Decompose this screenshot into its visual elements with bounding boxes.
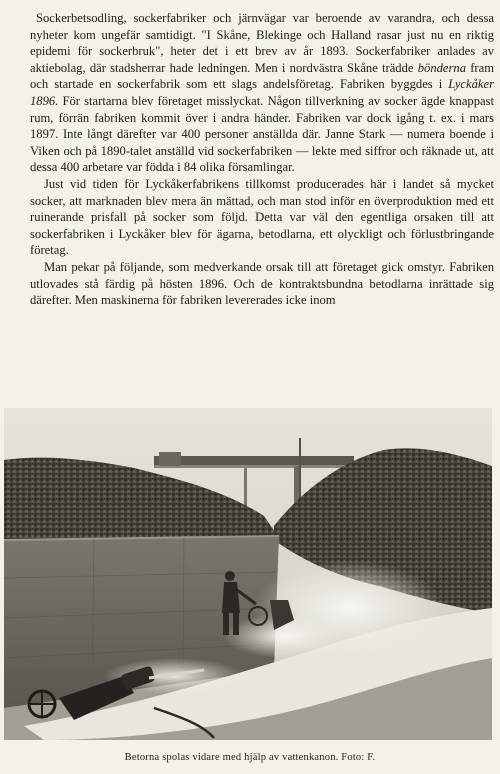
text-segment-italic: Lyckåker 1896.	[30, 77, 494, 108]
text-segment-italic: bönderna	[417, 60, 466, 75]
text-segment: fram och startade en sockerfabrik som ett slags andelsföretag. Fabriken byggdes i	[30, 60, 494, 92]
article-text	[30, 10, 494, 309]
paragraph-1	[30, 10, 494, 176]
photograph-beet-washing	[4, 408, 492, 740]
text-segment: Sockerbetsodling, sockerfabriker och järnvägar var beroende av varandra, och dessa nyheter kom ungefär samtidigt. "I Skåne, Blekinge och Halland rasar just nu en riktig epidemi för sockerbruk", heter det i ett brev av år 1893. Sockerfabriker anlades av aktiebolag, där stadsherrar hade ledningen. Men i nordvästra Skåne trädde	[30, 11, 494, 75]
text-segment: Just vid tiden för Lyckåkerfabrikens tillkomst producerades här i landet så mycket socker, att marknaden blev mera än mättad, och man stod inför en överproduktion med ett ruinerande prisfall på socker som följd. Detta var väl den egentliga orsaken till att sockerfabriken i Lyckåker blev för ägarna, betodlarna, ett olyckligt och förlustbringande företag.	[30, 176, 494, 258]
text-segment: För startarna blev företaget misslyckat. Någon tillverkning av socker ägde knappast rum, förrän fabriken kommit över i andra händer. Fabriken var dock igång t. ex. i mars 1897. Inte långt därefter var 400 personer anställda där. Janne Stark — numera boende i Viken och på 1890-talet anställd vid sockerfabriken — lekte med siffror och räknade ut, att dessa 400 arbetare var födda i 84 olika församlingar.	[30, 93, 494, 175]
text-segment: Man pekar på följande, som medverkande orsak till att företaget gick omstyr. Fabriken utlovades stå färdig på hösten 1896. Och de kontraktsbundna betodlarna inrättade sig därefter. Men maskinerna för fabriken levererades icke inom	[30, 259, 494, 308]
photo-illustration	[4, 408, 492, 740]
figure-caption: Betorna spolas vidare med hjälp av vattenkanon. Foto: F.	[124, 752, 376, 763]
paragraph-2	[30, 176, 494, 259]
paragraph-3	[30, 259, 494, 309]
